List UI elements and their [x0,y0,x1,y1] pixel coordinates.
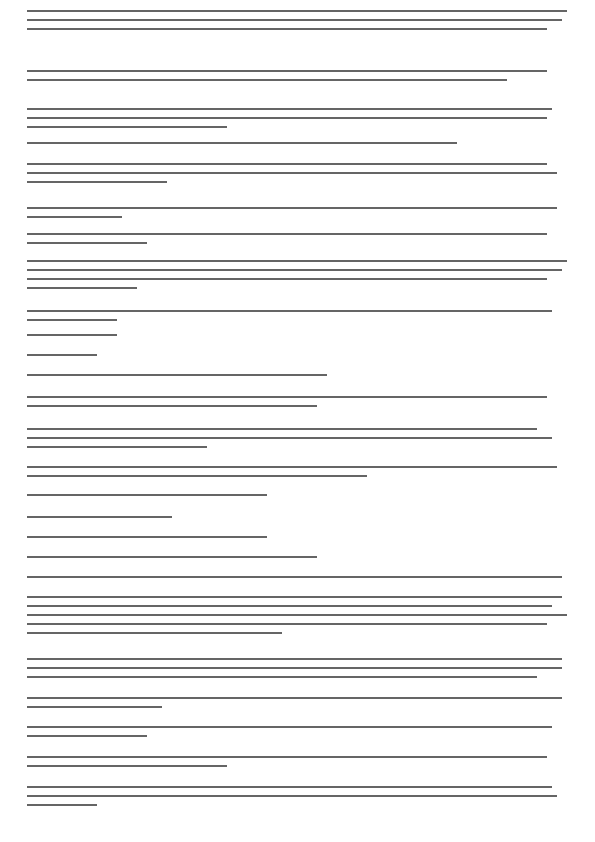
text-line [27,374,327,376]
document-paragraph [27,142,569,151]
text-line [27,536,267,538]
text-line [27,446,207,448]
text-line [27,697,562,699]
text-line [27,475,367,477]
text-line [27,765,227,767]
document-paragraph [27,310,569,328]
text-line [27,10,567,12]
document-paragraph [27,658,569,685]
document-paragraph [27,516,569,525]
text-line [27,216,122,218]
text-line [27,396,547,398]
text-line [27,706,162,708]
text-line [27,287,137,289]
text-line [27,658,562,660]
text-line [27,172,557,174]
text-line [27,19,562,21]
document-paragraph [27,428,569,455]
text-line [27,494,267,496]
text-line [27,269,562,271]
document-paragraph [27,396,569,414]
text-line [27,676,537,678]
text-line [27,142,457,144]
document-paragraph [27,494,569,503]
text-line [27,319,117,321]
text-line [27,260,567,262]
text-line [27,28,547,30]
text-line [27,795,557,797]
text-line [27,163,547,165]
text-line [27,596,562,598]
document-paragraph [27,576,569,585]
document-paragraph [27,233,569,251]
document-paragraph [27,207,569,225]
text-line [27,354,97,356]
text-line [27,726,552,728]
text-line [27,516,172,518]
text-line [27,786,552,788]
document-paragraph [27,260,569,296]
text-line [27,556,317,558]
text-line [27,428,537,430]
text-line [27,667,562,669]
text-line [27,576,562,578]
document-paragraph [27,10,569,37]
document-paragraph [27,354,569,363]
text-line [27,117,547,119]
text-line [27,70,547,72]
text-line [27,310,552,312]
document-paragraph [27,70,569,88]
text-line [27,126,227,128]
document-paragraph [27,786,569,813]
text-line [27,242,147,244]
text-line [27,181,167,183]
text-line [27,614,567,616]
text-line [27,756,547,758]
text-line [27,623,547,625]
document-paragraph [27,334,569,343]
document-paragraph [27,756,569,774]
document-paragraph [27,374,569,383]
document-paragraph [27,556,569,565]
text-line [27,334,117,336]
document-paragraph [27,697,569,715]
text-line [27,278,547,280]
text-line [27,437,552,439]
document-paragraph [27,726,569,744]
text-line [27,632,282,634]
document-paragraph [27,163,569,190]
document-paragraph [27,596,569,641]
text-line [27,108,552,110]
text-line [27,207,557,209]
text-line [27,466,557,468]
document-paragraph [27,536,569,545]
text-line [27,79,507,81]
text-line [27,804,97,806]
text-line [27,405,317,407]
text-line [27,605,552,607]
text-line [27,233,547,235]
document-paragraph [27,108,569,135]
text-line [27,735,147,737]
document-paragraph [27,466,569,484]
